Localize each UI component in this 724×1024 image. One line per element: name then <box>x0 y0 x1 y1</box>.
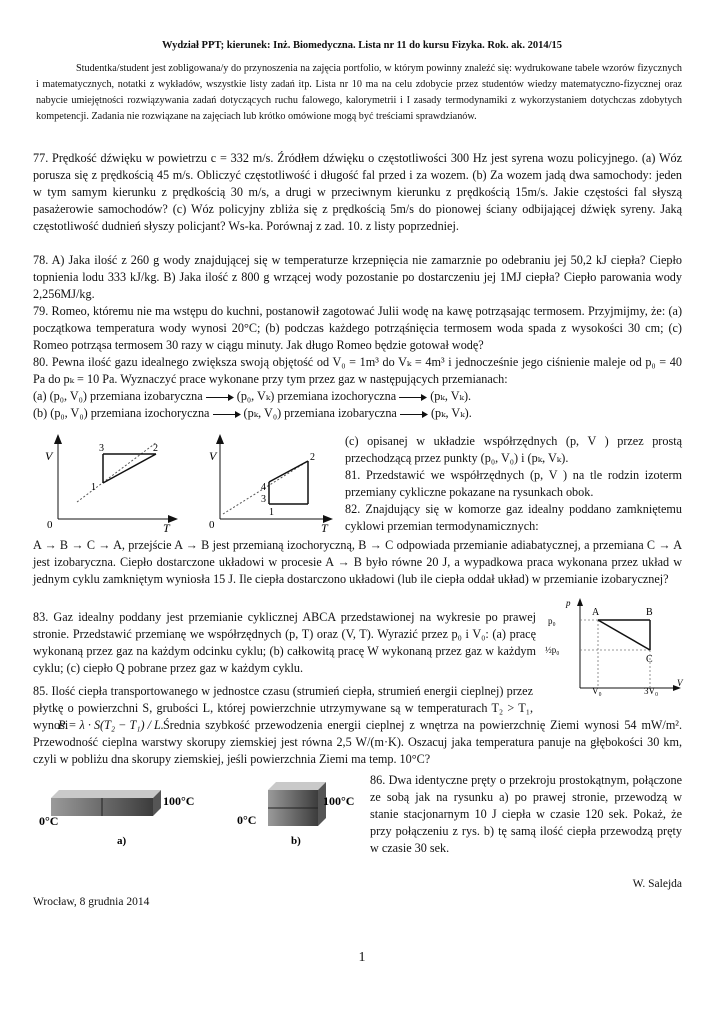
half-p0-label: ½p₀ <box>545 645 560 655</box>
arrow-icon <box>206 393 234 402</box>
cold-temp-label: 0°C <box>39 814 59 828</box>
intro-paragraph: Studentka/student jest zobligowana/y do przynoszenia na zajęcia portfolio, w którym powinny znaleźć się: wydrukowane tabele wzorów fizycznych i matematycznych, notatki z wykładów, wszystkie listy zadań itp. Lista nr 10 ma na celu zdobycie przez studentów wiedzy matematyczno-fizycznej oraz nabycie umiejętności rozwiązywania zadań dotyczących ruchu falowego, kalorymetrii i I zasady termodynamiki z wykorzystaniem dotychczas zdobytych kompetencji. Zadania nie rozwiązane na zajęciach lub krótko omówione mogą być treściami sprawdzianów. <box>36 63 682 122</box>
problem-81: 81. Przedstawić we współrzędnych (p, V ) na tle rodzin izoterm przemiany cykliczne pokazane na rysunkach obok. <box>345 468 682 499</box>
formula: P = λ · S(T₂ − T₁) / L. <box>58 718 164 732</box>
figure-b-label: b) <box>291 835 301 847</box>
problem-80b <box>33 405 683 422</box>
figure-86-b <box>237 782 354 847</box>
p80a-end: (pₖ, Vₖ). <box>430 389 472 403</box>
problem-85-body: Średnia szybkość przewodzenia energii cieplnej z wnętrza na powierzchnię Ziemi wynosi 54 mW/m². Przewodność cieplna warstwy skorupy ziemskiej jest równa 2,5 W/(m·K). Oszacuj jaka temperatura panuje na głębokości 30 km, czyli w pobliżu dna skorupy ziemskiej, jeśli powierzchnia Ziemi ma temp. 10°C? <box>33 718 682 766</box>
figure-86-a <box>39 790 194 847</box>
figure-86 <box>33 772 363 854</box>
date: Wrocław, 8 grudnia 2014 <box>33 896 150 908</box>
figure-a-label: a) <box>117 835 127 847</box>
point-label: 2 <box>310 452 315 463</box>
origin-label: 0 <box>47 519 53 531</box>
axis-v-label: V <box>209 449 217 463</box>
signature: W. Salejda <box>632 878 682 890</box>
axis-v-label: V <box>45 449 53 463</box>
p80b-middle: (pₖ, V₀) przemiana izobaryczna <box>243 406 397 420</box>
point-b-label: B <box>646 607 653 618</box>
document-header: Wydział PPT; kierunek: Inż. Biomedyczna. Lista nr 11 do kursu Fizyka. Rok. ak. 2014/15 <box>161 40 562 51</box>
origin-label: 0 <box>209 519 215 531</box>
problem-83: 83. Gaz idealny poddany jest przemianie cyklicznej ABCA przedstawionej na wykresie po prawej stronie. Przedstawić przemianę we współrzędnych (p, T) oraz (V, T). Wyrazić przez p₀ i V₀: (a) pracę wykonaną przez gaz na każdym odcinku cyklu; (b) całkowitą pracę W wykonaną przez gaz w każdym cyklu; (c) ciepło Q pobrane przez gaz w każdym cyklu. <box>33 610 536 675</box>
cold-temp-label: 0°C <box>237 813 257 827</box>
point-label: 4 <box>261 482 266 493</box>
point-a-label: A <box>592 607 600 618</box>
3v0-label: 3V₀ <box>644 686 659 696</box>
problem-77: 77. Prędkość dźwięku w powietrzu c = 332 m/s. Źródłem dźwięku o częstotliwości 300 Hz jest syrena wozu policyjnego. (a) Wóz porusza się z prędkością 45 m/s. Obliczyć częstotliwość i długość fal przed i za wozem. (b) Za wozem jadą dwa samochody: jeden w tym samym kierunku z prędkością 30 m/s, a drugi w przeciwnym kierunku z prędkością 15m/s. Jakie częstości fal słyszą pasażerowie samochodów? (c) Wóz policyjny zbliża się z prędkością 5m/s do pionowej ściany odbijającej dźwięk syreny. Jaką częstotliwość dudnień słyszy policjant? Ws-ka. Porównaj z zad. 10. z listy poprzedniej. <box>33 151 682 233</box>
axis-v-label: V <box>677 678 683 688</box>
figure-81-left <box>45 434 178 534</box>
axis-t-label: T <box>321 521 328 534</box>
problem-80a <box>33 388 683 405</box>
problem-78: 78. A) Jaka ilość z 260 g wody znajdującej się w temperaturze krzepnięcia nie zamarznie po odebraniu jej 50,2 kJ ciepła? Ciepło topnienia lodu 333 kJ/kg. B) Jaka ilość z 800 g wrzącej wody pozostanie po dostarczeniu jej 1MJ ciepła? Ciepło parowania wody 2,256MJ/kg. <box>33 253 682 301</box>
axis-t-label: T <box>163 521 170 534</box>
problem-82-intro: 82. Znajdujący się w komorze gaz idealny poddano zamkniętemu cyklowi przemian termodynamicznych: <box>345 502 682 533</box>
p80b-start: (b) (p₀, V₀) przemiana izochoryczna <box>33 406 210 420</box>
v0-label: V₀ <box>592 686 602 696</box>
point-label: 1 <box>269 507 274 518</box>
problem-82-cycle: A → B → C → A, przejście A → B jest przemianą izochoryczną, B → C odpowiada przemianie adiabatycznej, a przemiana C → A jest izobaryczna. Ciepło dostarczone układowi w procesie A → B było równe 20 J, a wypadkowa praca wykonana przez układ w jednym cyklu zamkniętym wyniosła 15 J. Ile ciepła dostarczono układowi (lub ile ciepła oddał układ) w przemianie izobarycznej? <box>33 538 682 586</box>
arrow-icon <box>213 410 241 419</box>
hot-temp-label: 100°C <box>323 794 355 808</box>
page-number: 1 <box>358 950 366 965</box>
hot-temp-label: 100°C <box>163 794 195 808</box>
point-label: 1 <box>91 482 96 493</box>
point-label: 3 <box>99 443 104 454</box>
arrow-icon <box>400 410 428 419</box>
p80a-start: (a) (p₀, V₀) przemiana izobaryczna <box>33 389 203 403</box>
point-c-label: C <box>646 654 653 665</box>
arrow-icon <box>399 393 427 402</box>
figure-83 <box>540 596 690 696</box>
problem-80: 80. Pewna ilość gazu idealnego zwiększa swoją objętość od V₀ = 1m³ do Vₖ = 4m³ i jednocześnie jego ciśnienie maleje od p₀ = 40 Pa do pₖ = 10 Pa. Wyznaczyć prace wykonane przy tym przez gaz w następujących przemianach: <box>33 355 682 386</box>
problem-80c: (c) opisanej w układzie współrzędnych (p, V ) przez prostą przechodzącą przez punkty (p₀, V₀) i (pₖ, Vₖ). <box>345 434 682 465</box>
p80a-middle: (p₀, Vₖ) przemiana izochoryczna <box>236 389 397 403</box>
figure-81-right <box>209 434 333 534</box>
point-label: 3 <box>261 494 266 505</box>
problem-79: 79. Romeo, któremu nie ma wstępu do kuchni, postanowił zagotować Julii wodę na kawę potrząsając termosem. Przyjmijmy, że: (a) początkowa temperatura wody wynosi 20°C; (b) podczas każdego potrząśnięcia termosem woda spada z wysokości 30 cm; (c) Romeo potrząsa termosem 30 razy w ciągu minuty. Jak długo Romeo będzie gotował wodę? <box>33 304 682 352</box>
problem-86: 86. Dwa identyczne pręty o przekroju prostokątnym, połączone ze sobą jak na rysunku a) po prawej stronie, przewodzą w stanie stacjonarnym 10 J ciepła w czasie 120 sek. Pokaż, że przy połączeniu z rys. b) tę samą ilość ciepła przewodzą pręty w czasie 30 sek. <box>370 773 682 855</box>
figure-81 <box>33 424 338 534</box>
p80b-end: (pₖ, Vₖ). <box>430 406 472 420</box>
point-label: 2 <box>153 443 158 454</box>
problem-85-intro: 85. Ilość ciepła transportowanego w jednostce czasu (strumień ciepła, strumień energii cieplnej) przez płytkę o powierzchni S, grubości L, której powierzchnie utrzymywane są w temperaturach T₂ > T₁, wynosi <box>33 684 533 732</box>
axis-p-label: p <box>566 598 571 608</box>
p0-label: p₀ <box>548 616 556 626</box>
